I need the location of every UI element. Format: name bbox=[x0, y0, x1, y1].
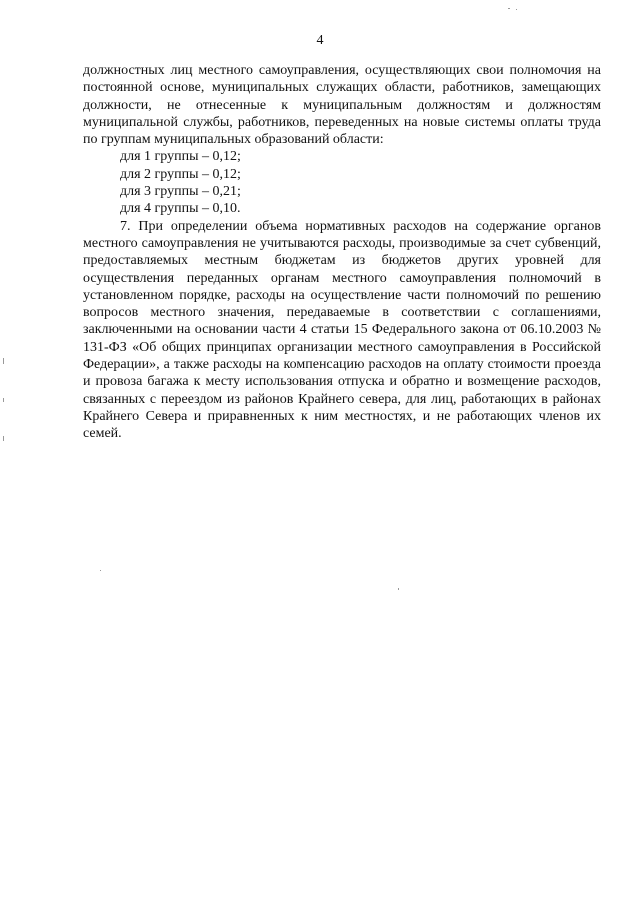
page-number: 4 bbox=[316, 33, 324, 48]
group-coefficient-4: для 4 группы – 0,10. bbox=[120, 201, 241, 217]
scan-speck bbox=[3, 436, 4, 441]
group-coefficient-1: для 1 группы – 0,12; bbox=[120, 149, 241, 165]
paragraph-7: 7. При определении объема нормативных расходов на содержание органов местного самоуправления не учитываются расходы, производимые за счет субвенций, предоставляемых местным бюджетам из бюджетов других уровней для осуществления переданных органам местного самоуправления полномочий в установленном порядке, расходы на осуществление части полномочий по решению вопросов местного значения, передаваемые в соответствии с соглашениями, заключенными на основании части 4 статьи 15 Федерального закона от 06.10.2003 № 131-ФЗ «Об общих принципах организации местного самоуправления в Российской Федерации», а также расходы на компенсацию расходов на оплату стоимости проезда и провоза багажа к месту использования отпуска и обратно и возмещение расходов, связанных с переездом из районов Крайнего севера, для лиц, работающих в районах Крайнего Севера и приравненных к ним местностях, и не работающих членов их семей. bbox=[83, 218, 601, 442]
scan-speck bbox=[3, 398, 4, 402]
scan-speck bbox=[398, 588, 399, 590]
scan-speck bbox=[3, 358, 4, 364]
group-coefficient-2: для 2 группы – 0,12; bbox=[120, 166, 241, 182]
scan-speck bbox=[508, 8, 510, 9]
document-body bbox=[83, 62, 601, 443]
paragraph-continuation: должностных лиц местного самоуправления, осуществляющих свои полномочия на постоянной основе, муниципальных служащих области, работников, замещающих должности, не отнесенные к муниципальным должностям и должностям муниципальной службы, работников, переведенных на новые системы оплаты труда по группам муниципальных образований области: bbox=[83, 63, 601, 148]
group-coefficient-list bbox=[83, 148, 601, 217]
group-coefficient-3: для 3 группы – 0,21; bbox=[120, 184, 241, 200]
scan-speck bbox=[516, 9, 517, 10]
scan-speck bbox=[100, 570, 101, 571]
